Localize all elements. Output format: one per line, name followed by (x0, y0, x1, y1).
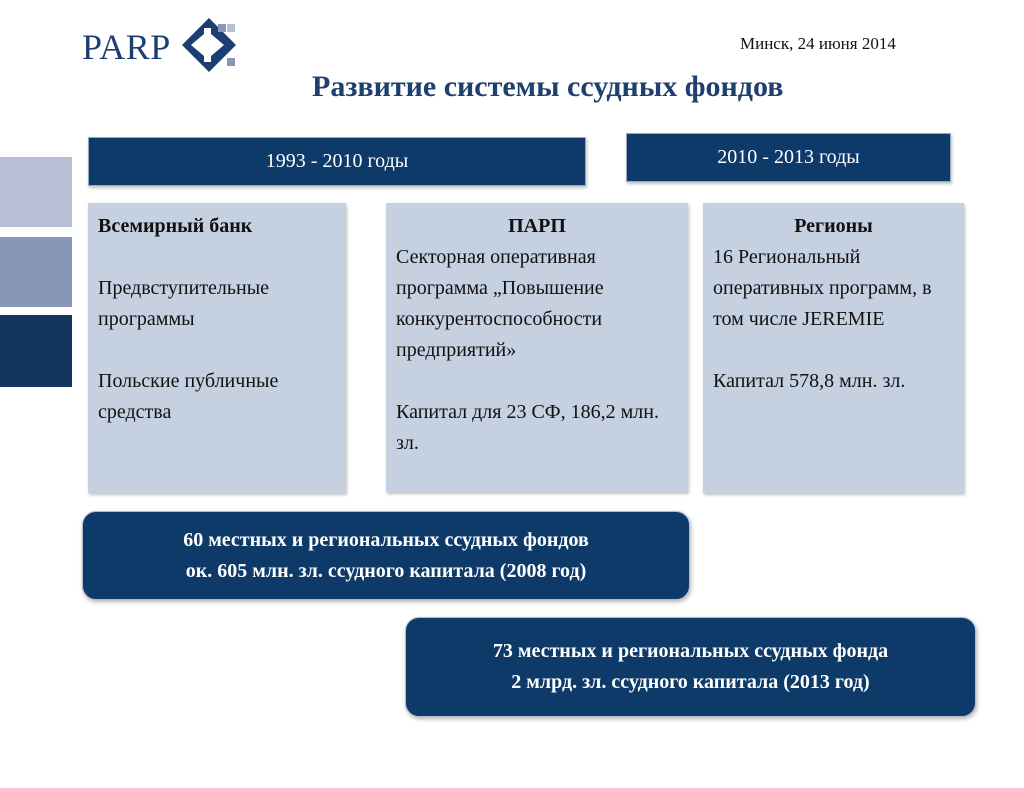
date-location: Минск, 24 июня 2014 (740, 34, 896, 53)
card-regions (703, 203, 964, 493)
card-title: ПАРП (508, 215, 566, 237)
card-title: Всемирный банк (98, 215, 253, 237)
card-world-bank (88, 203, 346, 493)
summary-line: 60 местных и региональных ссудных фондов (183, 528, 589, 551)
page-title: Развитие системы ссудных фондов (312, 70, 784, 103)
card-text: Польские публичные средства (98, 370, 279, 423)
decor-square-light (0, 157, 72, 227)
parp-logo (82, 16, 242, 72)
card-title: Регионы (794, 215, 873, 237)
card-text: Капитал для 23 СФ, 186,2 млн. зл. (396, 401, 659, 454)
summary-line: 73 местных и региональных ссудных фонда (492, 640, 889, 662)
card-text: Предвступительные программы (98, 277, 270, 330)
summary-2008 (82, 511, 690, 600)
logo-text: PARP (82, 27, 171, 67)
card-text: 16 Региональный оперативных программ, в том числе JEREMIE (713, 246, 932, 330)
period-header-2010-2013: 2010 - 2013 годы (626, 133, 951, 182)
card-text: Капитал 578,8 млн. зл. (713, 370, 906, 392)
summary-line: 2 млрд. зл. ссудного капитала (2013 год) (511, 671, 870, 693)
card-parp (386, 203, 688, 492)
parp-arrows-icon (180, 16, 238, 74)
summary-line: ок. 605 млн. зл. ссудного капитала (2008 год) (185, 559, 587, 582)
decor-square-mid (0, 237, 72, 307)
summary-2013 (405, 617, 976, 717)
decor-square-dark (0, 315, 72, 387)
period-header-1993-2010: 1993 - 2010 годы (88, 137, 586, 186)
card-text: Секторная оперативная программа „Повышение конкурентоспособности предприятий» (396, 246, 604, 361)
